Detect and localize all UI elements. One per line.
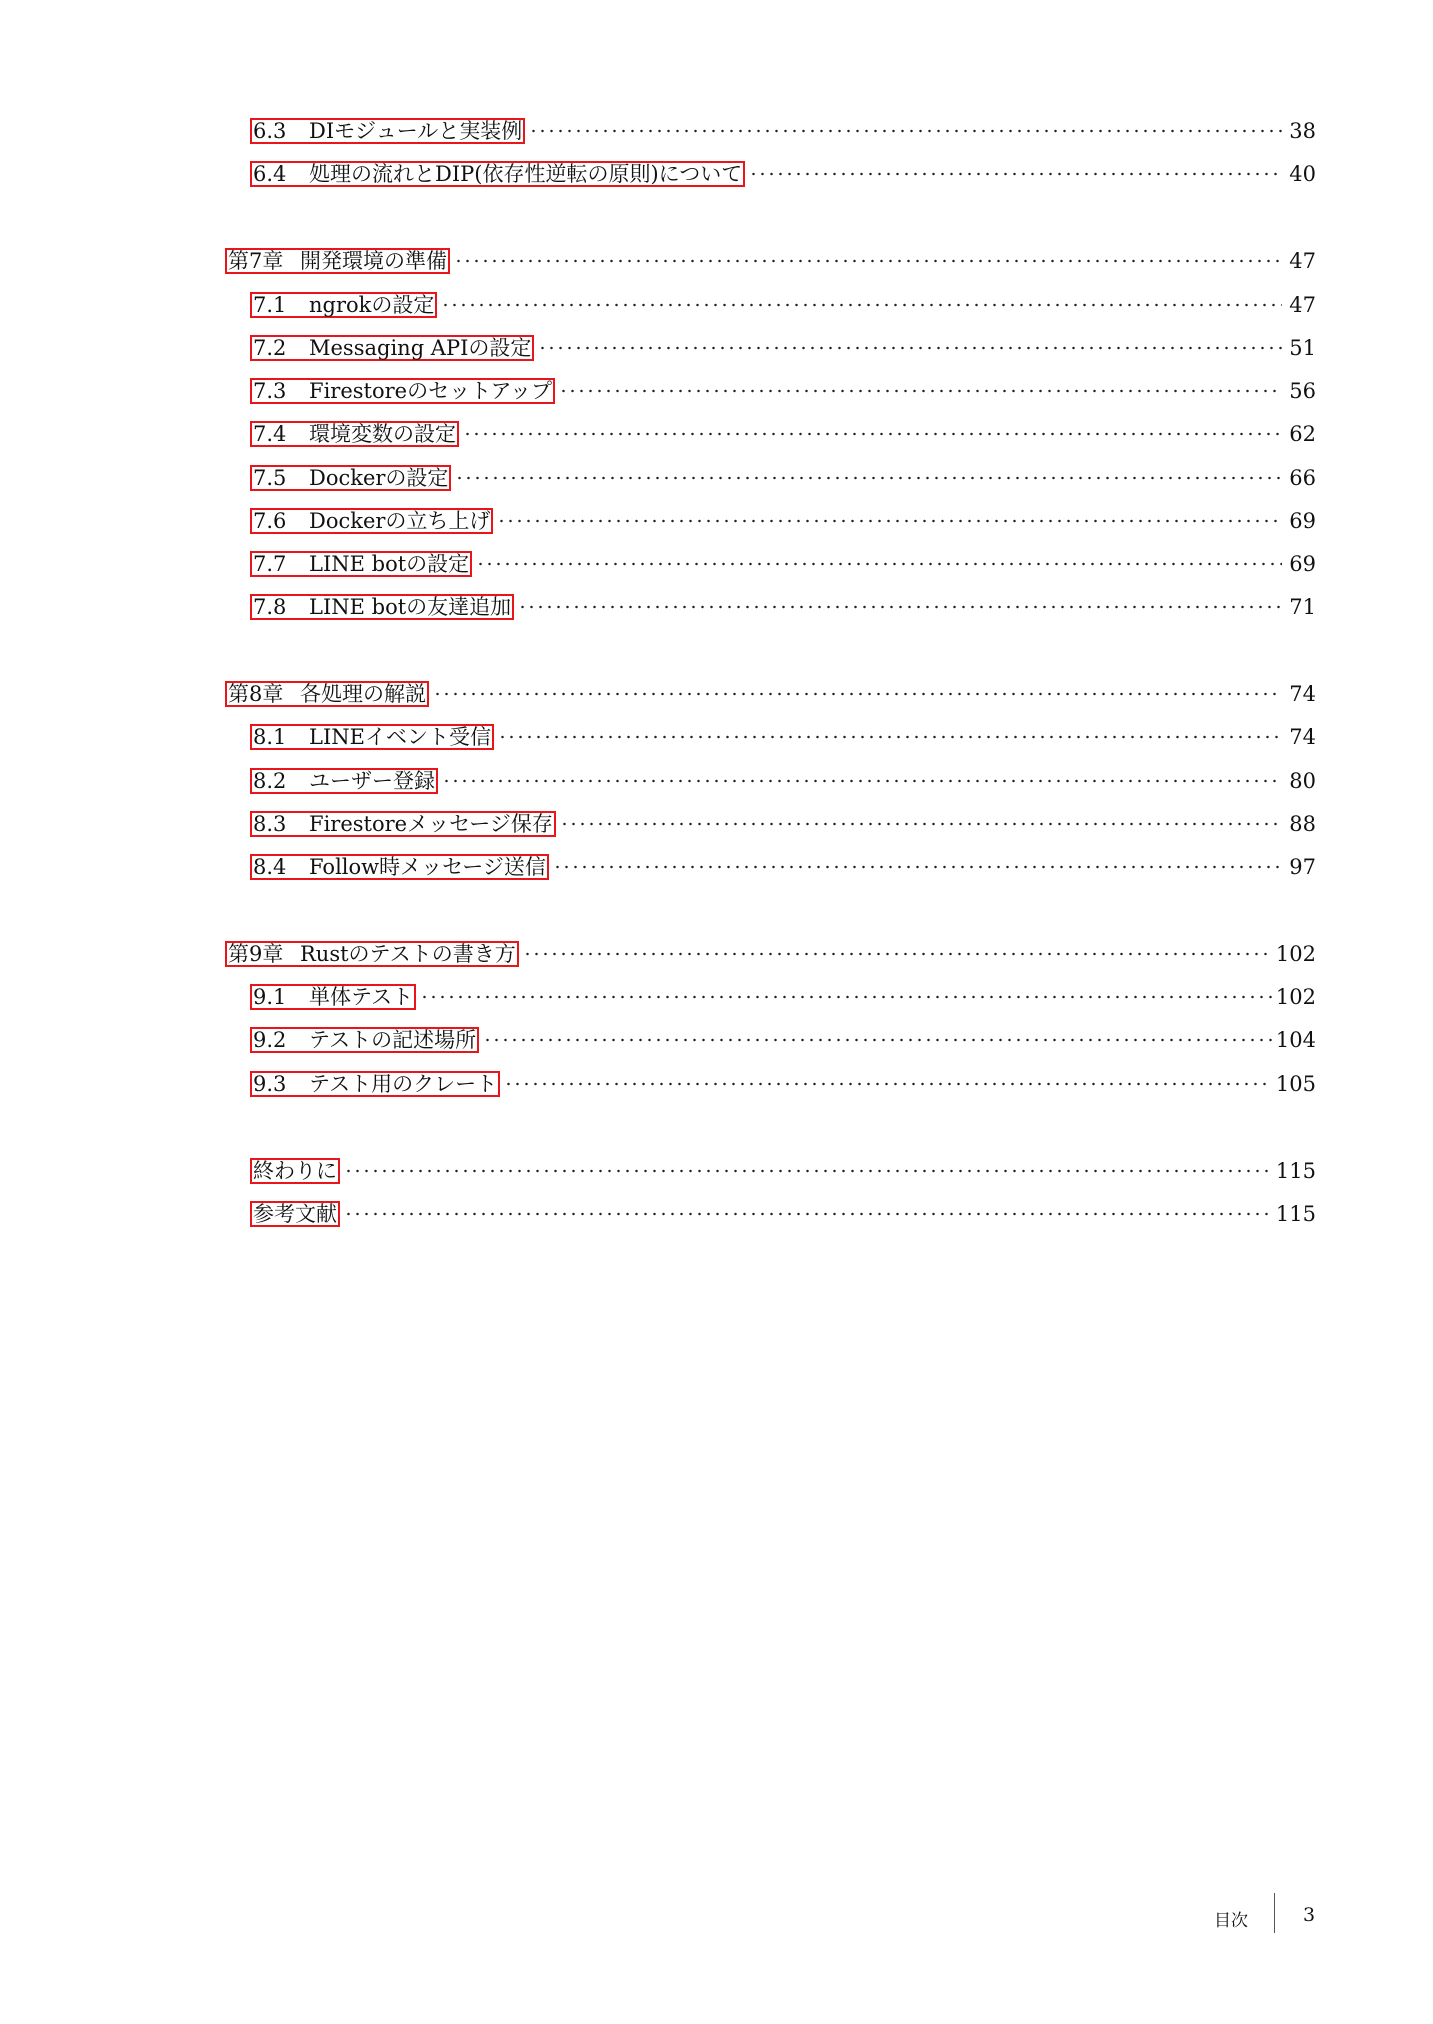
toc-page: 88 <box>1289 812 1316 836</box>
toc-page: 51 <box>1289 336 1316 360</box>
toc-entry <box>250 506 1316 536</box>
dot-leader <box>454 249 1282 273</box>
toc-link[interactable] <box>250 811 556 837</box>
toc-link[interactable] <box>250 1158 340 1184</box>
dot-leader <box>433 682 1282 706</box>
toc-number: 6.3 <box>253 119 287 143</box>
toc-title: 開発環境の準備 <box>300 249 447 273</box>
dot-leader <box>476 552 1282 576</box>
toc-number: 第8章 <box>228 682 284 706</box>
dot-leader <box>344 1202 1272 1226</box>
toc-page: 71 <box>1289 595 1316 619</box>
toc-link[interactable] <box>250 768 438 794</box>
toc-entry <box>250 333 1316 363</box>
toc-page: 105 <box>1275 1072 1316 1096</box>
toc-page: 56 <box>1289 379 1316 403</box>
toc-entry <box>250 549 1316 579</box>
toc-title: Rustのテストの書き方 <box>300 942 516 966</box>
toc-page: 115 <box>1275 1159 1316 1183</box>
dot-leader <box>441 293 1282 317</box>
toc-entry <box>250 1199 1316 1229</box>
toc-page: 80 <box>1289 769 1316 793</box>
toc-title: Follow時メッセージ送信 <box>309 855 546 879</box>
toc-title: Firestoreメッセージ保存 <box>309 812 553 836</box>
toc-page: 66 <box>1289 466 1316 490</box>
toc-entry <box>250 982 1316 1012</box>
toc-link[interactable] <box>250 292 437 318</box>
dot-leader <box>560 812 1282 836</box>
dot-leader <box>749 162 1282 186</box>
toc-entry <box>250 1069 1316 1099</box>
toc-entry <box>250 116 1316 146</box>
dot-leader <box>420 985 1272 1009</box>
toc-title: LINE botの友達追加 <box>309 595 512 619</box>
toc-link[interactable] <box>250 378 555 404</box>
toc-number: 7.5 <box>253 466 287 490</box>
toc-link[interactable] <box>225 248 450 274</box>
toc-entry-chapter <box>225 939 1316 969</box>
dot-leader <box>504 1072 1272 1096</box>
dot-leader <box>344 1159 1272 1183</box>
toc-title: 環境変数の設定 <box>309 422 456 446</box>
toc-entry <box>250 809 1316 839</box>
toc-number: 9.3 <box>253 1072 287 1096</box>
toc-number: 7.6 <box>253 509 287 533</box>
toc-title: 処理の流れとDIP(依存性逆転の原則)について <box>309 162 743 186</box>
toc-number: 第9章 <box>228 942 284 966</box>
toc-entry <box>250 159 1316 189</box>
toc-title: 各処理の解説 <box>300 682 426 706</box>
toc-page: 74 <box>1289 682 1316 706</box>
dot-leader <box>463 422 1282 446</box>
toc-link[interactable] <box>250 161 745 187</box>
toc-page: 102 <box>1275 942 1316 966</box>
toc-page: 74 <box>1289 725 1316 749</box>
toc-number: 7.4 <box>253 422 287 446</box>
dot-leader <box>442 769 1282 793</box>
toc-entry <box>250 1025 1316 1055</box>
toc-page: 115 <box>1275 1202 1316 1226</box>
toc-number: 9.1 <box>253 985 287 1009</box>
toc-page: 38 <box>1289 119 1316 143</box>
toc-number: 7.8 <box>253 595 287 619</box>
toc-link[interactable] <box>250 421 459 447</box>
footer-divider <box>1274 1893 1275 1933</box>
toc-entry-chapter <box>225 246 1316 276</box>
toc-number: 8.4 <box>253 855 287 879</box>
toc-title: Messaging APIの設定 <box>309 336 532 360</box>
toc-title: 参考文献 <box>253 1202 337 1226</box>
toc-number: 第7章 <box>228 249 284 273</box>
toc-link[interactable] <box>225 681 429 707</box>
toc-title: テスト用のクレート <box>309 1072 498 1096</box>
toc-link[interactable] <box>250 984 416 1010</box>
toc-entry <box>250 376 1316 406</box>
toc-entry <box>250 463 1316 493</box>
toc-number: 9.2 <box>253 1028 287 1052</box>
toc-title: ngrokの設定 <box>309 293 435 317</box>
toc-title: ユーザー登録 <box>309 769 435 793</box>
toc-page: 40 <box>1289 162 1316 186</box>
toc-link[interactable] <box>250 1201 340 1227</box>
toc-title: 単体テスト <box>309 985 414 1009</box>
dot-leader <box>455 466 1282 490</box>
dot-leader <box>538 336 1282 360</box>
toc-link[interactable] <box>250 724 494 750</box>
toc-entry <box>250 1156 1316 1186</box>
toc-entry <box>250 722 1316 752</box>
toc-number: 8.1 <box>253 725 287 749</box>
toc-entry <box>250 852 1316 882</box>
toc-entry-chapter <box>225 679 1316 709</box>
toc-page: 69 <box>1289 552 1316 576</box>
dot-leader <box>483 1028 1272 1052</box>
dot-leader <box>498 725 1282 749</box>
dot-leader <box>497 509 1282 533</box>
toc-number: 7.7 <box>253 552 287 576</box>
toc-link[interactable] <box>225 941 519 967</box>
toc-entry <box>250 419 1316 449</box>
toc-link[interactable] <box>250 594 514 620</box>
toc-link[interactable] <box>250 551 472 577</box>
toc-title: 終わりに <box>253 1159 337 1183</box>
toc-number: 7.3 <box>253 379 287 403</box>
toc-link[interactable] <box>250 118 525 144</box>
toc-title: LINE botの設定 <box>309 552 470 576</box>
dot-leader <box>518 595 1282 619</box>
toc-page: 97 <box>1289 855 1316 879</box>
toc-link[interactable] <box>250 508 493 534</box>
toc-page: 47 <box>1289 293 1316 317</box>
toc-entry <box>250 592 1316 622</box>
toc-link[interactable] <box>250 854 549 880</box>
dot-leader <box>553 855 1282 879</box>
toc-page: 102 <box>1275 985 1316 1009</box>
toc-title: Firestoreのセットアップ <box>309 379 552 403</box>
toc-page: 104 <box>1275 1028 1316 1052</box>
dot-leader <box>523 942 1272 966</box>
toc-link[interactable] <box>250 335 534 361</box>
toc-number: 6.4 <box>253 162 287 186</box>
dot-leader <box>559 379 1282 403</box>
dot-leader <box>529 119 1282 143</box>
toc-title: DIモジュールと実装例 <box>309 119 523 143</box>
toc-title: テストの記述場所 <box>309 1028 477 1052</box>
footer-section-label: 目次 <box>1214 1911 1248 1931</box>
footer-page-number: 3 <box>1303 1904 1316 1926</box>
toc-title: Dockerの設定 <box>309 466 449 490</box>
toc-link[interactable] <box>250 1071 500 1097</box>
toc-entry <box>250 290 1316 320</box>
toc-page: 62 <box>1289 422 1316 446</box>
toc-link[interactable] <box>250 1027 479 1053</box>
toc-number: 8.2 <box>253 769 287 793</box>
toc-number: 7.2 <box>253 336 287 360</box>
toc-entry <box>250 766 1316 796</box>
toc-link[interactable] <box>250 465 451 491</box>
toc-title: Dockerの立ち上げ <box>309 509 491 533</box>
toc-number: 7.1 <box>253 293 287 317</box>
toc-page: 69 <box>1289 509 1316 533</box>
toc-title: LINEイベント受信 <box>309 725 491 749</box>
toc-page: 47 <box>1289 249 1316 273</box>
toc-number: 8.3 <box>253 812 287 836</box>
